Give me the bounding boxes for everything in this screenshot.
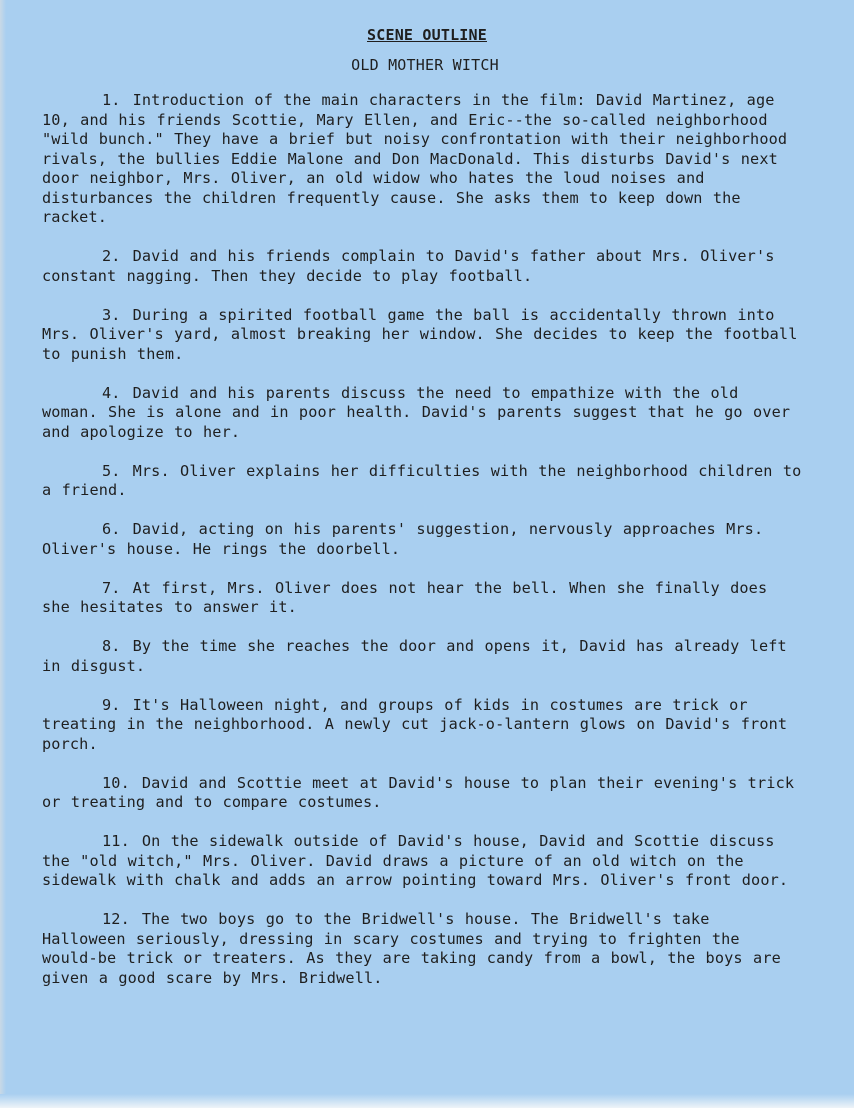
scene-item — [42, 384, 802, 443]
scene-text: Mrs. Oliver explains her difficulties with the neighborhood children to a friend. — [42, 461, 802, 499]
scene-text: On the sidewalk outside of David's house, David and Scottie discuss the "old witch," Mrs. Oliver. David draws a picture of an old witch on the sidewalk with chalk and adds an arrow pointing toward Mrs. Oliver's front door. — [42, 832, 789, 889]
scene-text: David, acting on his parents' suggestion, nervously approaches Mrs. Oliver's house. He rings the doorbell. — [42, 520, 764, 558]
scene-number: 5. — [102, 461, 121, 480]
scene-text: During a spirited football game the ball is accidentally thrown into Mrs. Oliver's yard, almost breaking her window. She decides to keep the football to punish them. — [42, 305, 798, 363]
document-title: SCENE OUTLINE — [367, 26, 487, 44]
scene-item — [42, 520, 802, 559]
scene-text: At first, Mrs. Oliver does not hear the bell. When she finally does she hesitates to answer it. — [42, 578, 768, 616]
scene-text: Introduction of the main characters in the film: David Martinez, age 10, and his friends Scottie, Mary Ellen, and Eric--the so-called neighborhood "wild bunch." They have a brief but noisy confrontation with their neighborhood rivals, the bullies Eddie Malone and Don MacDonald. This disturbs David's next door neighbor, Mrs. Oliver, an old widow who hates the loud noises and disturbances the children frequently cause. She asks them to keep down the racket. — [42, 91, 788, 226]
scene-item — [42, 910, 802, 988]
scene-number: 7. — [102, 578, 121, 597]
scene-number: 8. — [102, 637, 121, 655]
scene-item — [42, 637, 802, 676]
scene-number: 1. — [102, 91, 121, 109]
scene-number: 12. — [102, 910, 130, 928]
scene-number: 3. — [102, 305, 121, 324]
scene-number: 9. — [102, 695, 121, 714]
scene-number: 10. — [102, 773, 130, 792]
scene-item — [42, 832, 802, 891]
scene-text: David and his parents discuss the need to empathize with the old woman. She is alone and in poor health. David's parents suggest that he go over and apologize to her. — [42, 383, 791, 441]
document-subtitle: OLD MOTHER WITCH — [351, 56, 499, 74]
scene-number: 11. — [102, 832, 130, 850]
scene-text: David and Scottie meet at David's house to plan their evening's trick or treating and to compare costumes. — [42, 773, 795, 811]
scene-item — [42, 306, 802, 365]
scene-item — [42, 247, 802, 286]
scene-number: 6. — [102, 520, 121, 538]
scene-item — [42, 462, 802, 501]
scene-item — [42, 91, 802, 228]
scene-number: 2. — [102, 247, 121, 265]
scene-item — [42, 774, 802, 813]
scene-item — [42, 696, 802, 755]
scene-text: By the time she reaches the door and opens it, David has already left in disgust. — [42, 637, 787, 675]
scene-list — [42, 91, 802, 988]
scene-text: David and his friends complain to David's father about Mrs. Oliver's constant nagging. Then they decide to play football. — [42, 247, 775, 285]
scene-text: It's Halloween night, and groups of kids in costumes are trick or treating in the neighborhood. A newly cut jack-o-lantern glows on David's front porch. — [42, 695, 788, 753]
scene-number: 4. — [102, 383, 121, 402]
scene-item — [42, 579, 802, 618]
document-header — [42, 26, 802, 74]
scene-text: The two boys go to the Bridwell's house. The Bridwell's take Halloween seriously, dressing in scary costumes and trying to frighten the would-be trick or treaters. As they are taking candy from a bowl, the boys are given a good scare by Mrs. Bridwell. — [42, 910, 781, 987]
